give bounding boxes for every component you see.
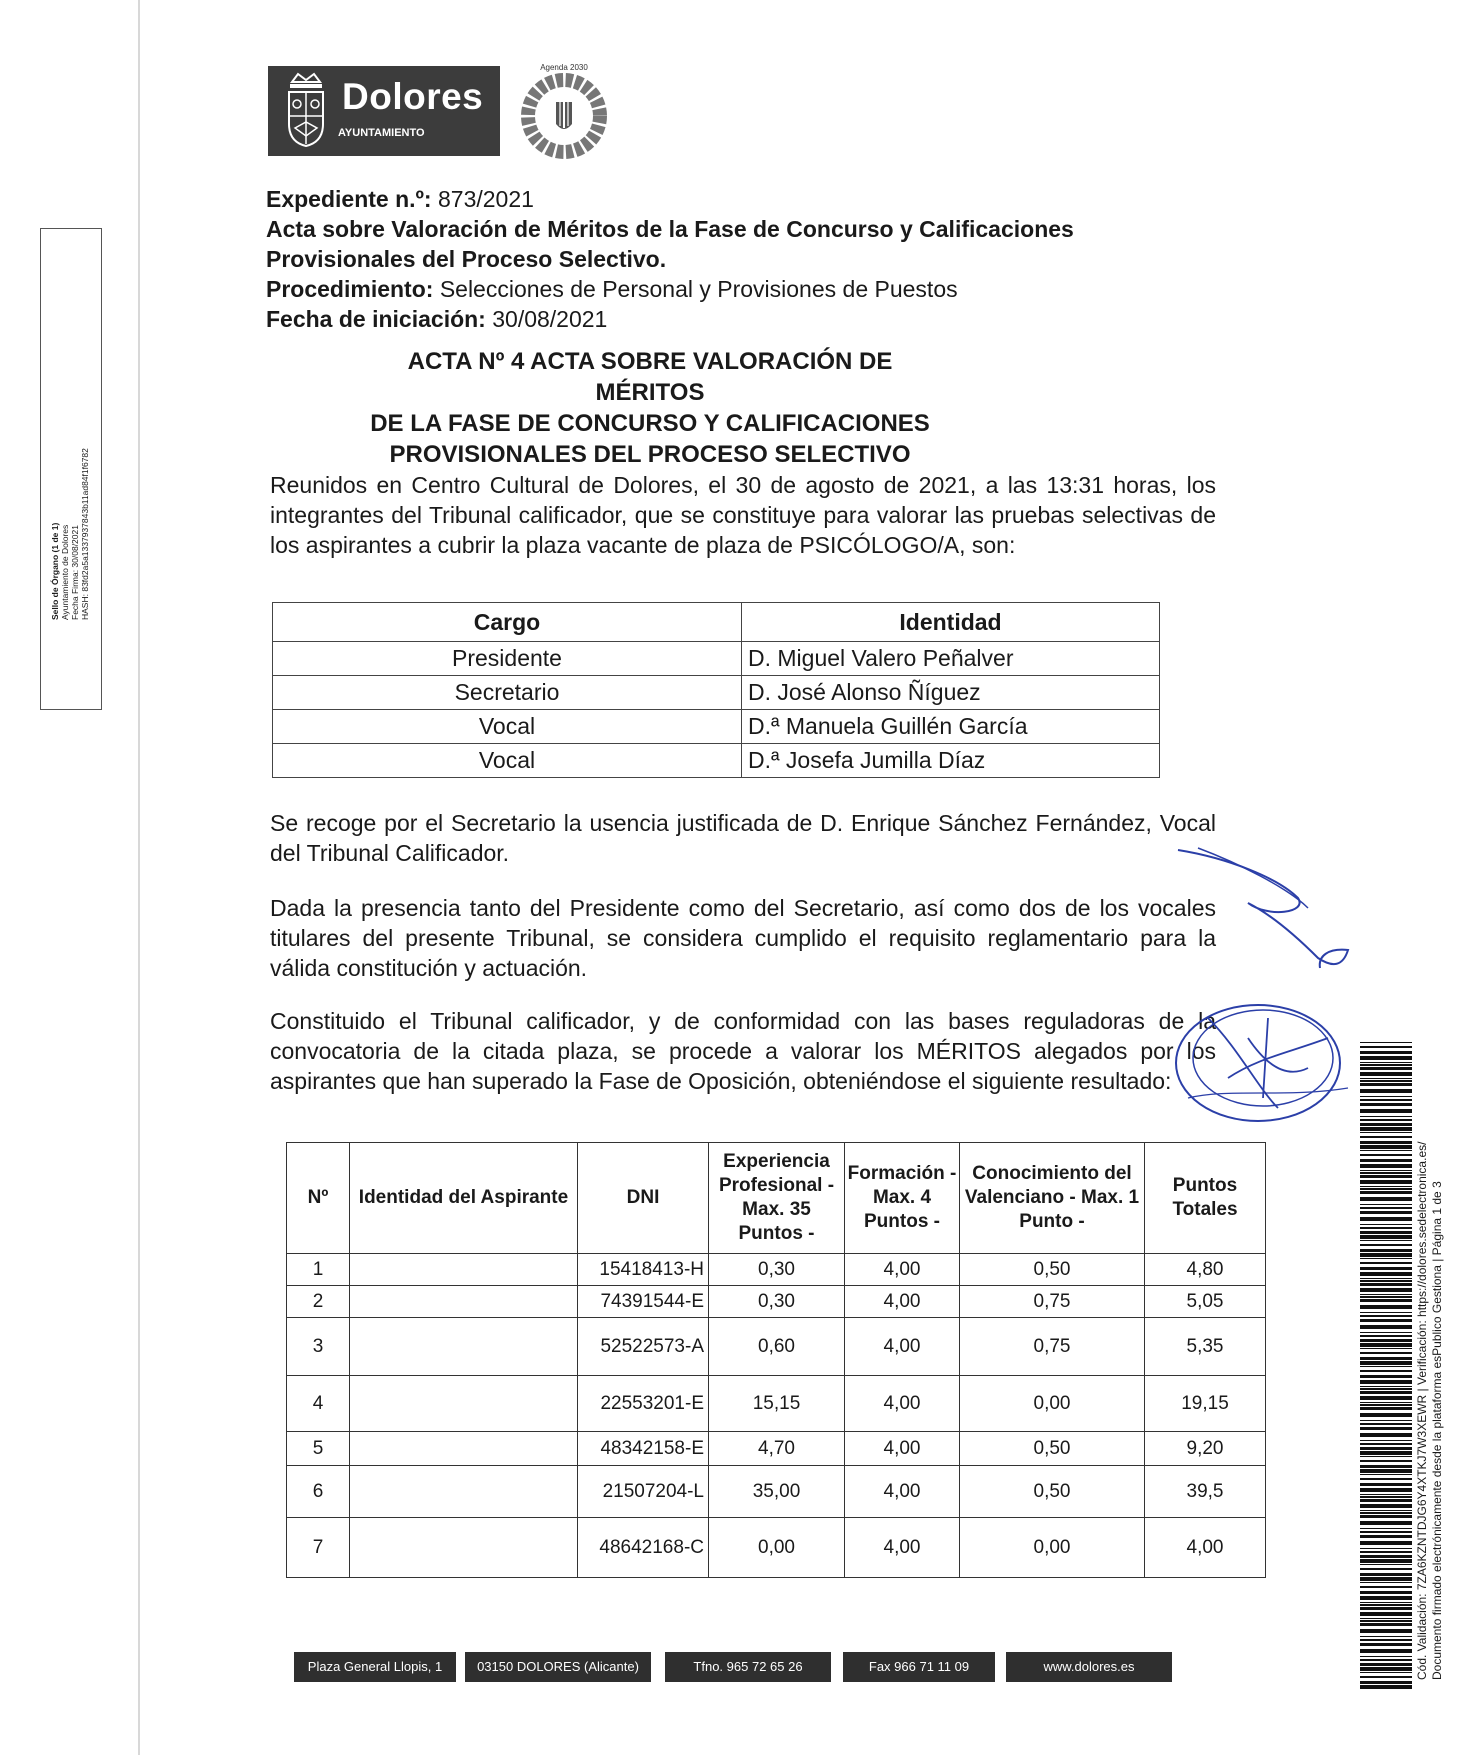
results-total: 4,80 (1145, 1254, 1266, 1286)
barcode-bar (1360, 1596, 1412, 1600)
barcode-bar (1360, 1296, 1412, 1298)
barcode-bar (1360, 1531, 1412, 1533)
barcode-bar (1360, 1278, 1412, 1279)
expediente-value: 873/2021 (437, 186, 534, 212)
tribunal-cargo: Secretario (273, 676, 742, 710)
results-n: 5 (287, 1432, 350, 1466)
tribunal-header-cargo: Cargo (273, 603, 742, 642)
barcode-bar (1360, 1510, 1412, 1511)
results-valenciano: 0,50 (960, 1254, 1145, 1286)
logo-subtitle: AYUNTAMIENTO (338, 127, 425, 139)
barcode-bar (1360, 1474, 1412, 1475)
results-formacion: 4,00 (845, 1286, 960, 1318)
barcode-bar (1360, 1103, 1412, 1106)
barcode-bar (1360, 1602, 1412, 1603)
barcode-bar (1360, 1551, 1412, 1553)
barcode-bar (1360, 1132, 1412, 1133)
barcode-bar (1360, 1423, 1412, 1425)
results-dni: 15418413-H (578, 1254, 709, 1286)
results-header-row (287, 1143, 1266, 1254)
barcode-bar (1360, 1623, 1412, 1626)
barcode-bar (1360, 1478, 1412, 1480)
barcode-bar (1360, 1386, 1412, 1387)
barcode-bar (1360, 1064, 1412, 1066)
barcode-bar (1360, 1159, 1412, 1162)
barcode-bar (1360, 1170, 1412, 1171)
results-total: 9,20 (1145, 1432, 1266, 1466)
results-valenciano: 0,00 (960, 1518, 1145, 1578)
tribunal-cargo: Vocal (273, 710, 742, 744)
results-experiencia: 35,00 (709, 1466, 845, 1518)
barcode-bar (1360, 1305, 1412, 1309)
results-identidad (350, 1518, 578, 1578)
barcode-bar (1360, 1240, 1412, 1241)
tribunal-cargo: Presidente (273, 642, 742, 676)
barcode-bar (1360, 1380, 1412, 1384)
verification-line-2: Documento firmado electrónicamente desde la plataforma esPublico Gestiona | Página 1 de 3 (1430, 1181, 1444, 1680)
fecha-value: 30/08/2021 (492, 306, 608, 332)
barcode-bar (1360, 1620, 1412, 1622)
barcode-bar (1360, 1643, 1412, 1646)
results-experiencia: 0,30 (709, 1286, 845, 1318)
results-total: 4,00 (1145, 1518, 1266, 1578)
barcode-bar (1360, 1180, 1412, 1184)
barcode-bar (1360, 1465, 1412, 1468)
results-header-dni: DNI (578, 1143, 709, 1254)
barcode-bar (1360, 1150, 1412, 1151)
constituido-paragraph: Constituido el Tribunal calificador, y de conformidad con las bases reguladoras de la convocatoria de la citada plaza, se procede a valorar los MÉRITOS alegados por los aspirantes que han superado la Fase de Oposición, obteniéndose el siguiente resultado: (270, 1008, 1216, 1094)
results-dni: 21507204-L (578, 1466, 709, 1518)
barcode-bar (1360, 1447, 1412, 1450)
barcode-bar (1360, 1366, 1412, 1367)
results-n: 4 (287, 1376, 350, 1432)
acta-title (266, 214, 1146, 274)
barcode-bar (1360, 1451, 1412, 1455)
results-experiencia: 15,15 (709, 1376, 845, 1432)
barcode-bar (1360, 1577, 1412, 1581)
results-formacion: 4,00 (845, 1376, 960, 1432)
tribunal-identidad: D. Miguel Valero Peñalver (742, 642, 1160, 676)
barcode-bar (1360, 1433, 1412, 1437)
results-row (287, 1318, 1266, 1376)
results-table (286, 1142, 1266, 1578)
barcode-bar (1360, 1339, 1412, 1342)
barcode-bar (1360, 1639, 1412, 1641)
stamp-line-3: Fecha Firma: 30/08/2021 (70, 525, 80, 620)
results-row (287, 1466, 1266, 1518)
barcode-bar (1360, 1067, 1412, 1070)
barcode-bar (1360, 1361, 1412, 1365)
barcode-bar (1360, 1175, 1412, 1178)
tribunal-row (273, 676, 1160, 710)
footer-address: Plaza General Llopis, 1 (294, 1652, 456, 1682)
barcode-bar (1360, 1258, 1412, 1259)
barcode-bar (1360, 1272, 1412, 1276)
barcode-bar (1360, 1325, 1412, 1329)
barcode-bar (1360, 1072, 1412, 1076)
barcode-bar (1360, 1649, 1412, 1653)
barcode-bar (1360, 1267, 1412, 1270)
barcode-bar (1360, 1116, 1412, 1117)
expediente-header (266, 184, 1146, 334)
results-experiencia: 0,00 (709, 1518, 845, 1578)
acta-title-text: Acta sobre Valoración de Méritos de la Fase de Concurso y Calificaciones Provisionales del Proceso Selectivo. (266, 216, 1074, 272)
barcode-bar (1360, 1521, 1412, 1525)
barcode-bar (1360, 1535, 1412, 1538)
results-header-valenciano: Conocimiento del Valenciano - Max. 1 Punto - (960, 1143, 1145, 1254)
results-valenciano: 0,50 (960, 1466, 1145, 1518)
barcode-bar (1360, 1586, 1412, 1588)
barcode-bar (1360, 1548, 1412, 1549)
agenda-2030-logo-icon (518, 60, 610, 160)
footer-city: 03150 DOLORES (Alicante) (465, 1652, 651, 1682)
results-formacion: 4,00 (845, 1254, 960, 1286)
barcode-bar (1360, 1299, 1412, 1302)
barcode-bar (1360, 1512, 1412, 1514)
barcode-bar (1360, 1402, 1412, 1403)
barcode-bar (1360, 1515, 1412, 1518)
barcode-bar (1360, 1283, 1412, 1286)
results-row (287, 1254, 1266, 1286)
results-header-experiencia: Experiencia Profesional - Max. 35 Puntos - (709, 1143, 845, 1254)
footer-web: www.dolores.es (1006, 1652, 1172, 1682)
barcode-bar (1360, 1469, 1412, 1473)
barcode-bar (1360, 1231, 1412, 1234)
results-dni: 52522573-A (578, 1318, 709, 1376)
intro-paragraph: Reunidos en Centro Cultural de Dolores, el 30 de agosto de 2021, a las 13:31 horas, los integrantes del Tribunal calificador, que se constituye para valorar las pruebas selectivas de los aspirantes a cubrir la plaza vacante de plaza de PSICÓLOGO/A, son: (270, 472, 1216, 558)
results-n: 1 (287, 1254, 350, 1286)
procedimiento-line (266, 274, 1146, 304)
expediente-label: Expediente n.º: (266, 186, 432, 212)
results-n: 3 (287, 1318, 350, 1376)
barcode-bar (1360, 1656, 1412, 1657)
fecha-label: Fecha de iniciación: (266, 306, 486, 332)
fecha-line (266, 304, 1146, 334)
barcode-bar (1360, 1062, 1412, 1063)
barcode-bar (1360, 1391, 1412, 1394)
title-line-2: DE LA FASE DE CONCURSO Y CALIFICACIONES (370, 410, 930, 437)
barcode-bar (1360, 1357, 1412, 1360)
barcode-bar (1360, 1051, 1412, 1054)
barcode-bar (1360, 1227, 1412, 1229)
barcode-bar (1360, 1096, 1412, 1097)
barcode-bar (1360, 1604, 1412, 1606)
barcode-bar (1360, 1280, 1412, 1282)
barcode-bar (1360, 1211, 1412, 1214)
barcode-bar (1360, 1288, 1412, 1292)
barcode-bar (1360, 1440, 1412, 1441)
barcode-bar (1360, 1119, 1412, 1121)
stamp-line-1: Sello de Órgano (1 de 1) (50, 522, 60, 620)
handwritten-signature-icon (1168, 838, 1358, 1128)
barcode-bar (1360, 1244, 1412, 1246)
tribunal-header-identidad: Identidad (742, 603, 1160, 642)
barcode-bar (1360, 1253, 1412, 1257)
barcode-bar (1360, 1564, 1412, 1565)
barcode-bar (1360, 1494, 1412, 1495)
barcode-bar (1360, 1629, 1412, 1633)
barcode-bar (1360, 1659, 1412, 1661)
barcode-bar (1360, 1582, 1412, 1583)
results-formacion: 4,00 (845, 1466, 960, 1518)
tribunal-header-row (273, 603, 1160, 642)
tribunal-identidad: D.ª Manuela Guillén García (742, 710, 1160, 744)
tribunal-row (273, 642, 1160, 676)
results-total: 5,35 (1145, 1318, 1266, 1376)
barcode-bar (1360, 1046, 1412, 1048)
barcode-bar (1360, 1332, 1412, 1333)
barcode-bar (1360, 1136, 1412, 1138)
tribunal-identidad: D.ª Josefa Jumilla Díaz (742, 744, 1160, 778)
results-identidad (350, 1432, 578, 1466)
barcode-bar (1360, 1504, 1412, 1508)
stamp-line-2: Ayuntamiento de Dolores (60, 524, 70, 620)
barcode-bar (1360, 1388, 1412, 1390)
barcode-bar (1360, 1083, 1412, 1086)
barcode-bar (1360, 1099, 1412, 1101)
results-experiencia: 0,60 (709, 1318, 845, 1376)
stamp-line-4: HASH: 83fd2a5a1337937843b11ad84f1f6782 (80, 448, 90, 620)
barcode-bar (1360, 1568, 1412, 1570)
barcode-bar (1360, 1078, 1412, 1079)
results-n: 6 (287, 1466, 350, 1518)
barcode-bar (1360, 1672, 1412, 1673)
results-identidad (350, 1318, 578, 1376)
barcode-icon (1360, 1042, 1412, 1692)
barcode-bar (1360, 1460, 1412, 1462)
presencia-paragraph: Dada la presencia tanto del Presidente como del Secretario, así como dos de los vocales titulares del presente Tribunal, se considera cumplido el requisito reglamentario para la válida constitución y actuación. (270, 895, 1216, 981)
barcode-bar (1360, 1456, 1412, 1457)
barcode-bar (1360, 1249, 1412, 1252)
barcode-bar (1360, 1294, 1412, 1295)
results-row (287, 1376, 1266, 1432)
tribunal-identidad: D. José Alonso Ñíguez (742, 676, 1160, 710)
barcode-bar (1360, 1080, 1412, 1082)
results-dni: 22553201-E (578, 1376, 709, 1432)
results-dni: 48342158-E (578, 1432, 709, 1466)
barcode-bar (1360, 1612, 1412, 1616)
verification-text (1415, 1040, 1445, 1680)
results-header-formacion: Formación - Max. 4 Puntos - (845, 1143, 960, 1254)
barcode-bar (1360, 1404, 1412, 1406)
results-dni: 48642168-C (578, 1518, 709, 1578)
results-valenciano: 0,50 (960, 1432, 1145, 1466)
results-total: 39,5 (1145, 1466, 1266, 1518)
barcode-bar (1360, 1573, 1412, 1576)
results-valenciano: 0,00 (960, 1376, 1145, 1432)
barcode-bar (1360, 1343, 1412, 1347)
results-dni: 74391544-E (578, 1286, 709, 1318)
barcode-bar (1360, 1528, 1412, 1529)
tribunal-row (273, 744, 1160, 778)
footer-phone: Tfno. 965 72 65 26 (665, 1652, 831, 1682)
barcode-bar (1360, 1681, 1412, 1684)
procedimiento-label: Procedimiento: (266, 276, 434, 302)
barcode-bar (1360, 1496, 1412, 1498)
barcode-bar (1360, 1042, 1412, 1043)
verification-line-1: Cód. Validación: 7ZA6KZNTDJG6Y4XTKJ7W3XEWR | Verificación: https://dolores.sedelectronica.es/ (1415, 1141, 1429, 1680)
results-header-identidad: Identidad del Aspirante (350, 1143, 578, 1254)
barcode-bar (1360, 1109, 1412, 1113)
barcode-bar (1360, 1663, 1412, 1666)
barcode-bar (1360, 1204, 1412, 1205)
barcode-bar (1360, 1559, 1412, 1563)
barcode-bar (1360, 1123, 1412, 1126)
barcode-bar (1360, 1172, 1412, 1174)
barcode-bar (1360, 1499, 1412, 1502)
barcode-bar (1360, 1207, 1412, 1209)
barcode-bar (1360, 1056, 1412, 1060)
barcode-bar (1360, 1667, 1412, 1671)
procedimiento-value: Selecciones de Personal y Provisiones de Puestos (439, 276, 958, 302)
barcode-bar (1360, 1352, 1412, 1354)
barcode-bar (1360, 1541, 1412, 1545)
signature-stamp-text (50, 320, 90, 620)
barcode-bar (1360, 1154, 1412, 1156)
barcode-bar (1360, 1089, 1412, 1093)
results-row (287, 1432, 1266, 1466)
expediente-line (266, 184, 1146, 214)
barcode-bar (1360, 1217, 1412, 1221)
document-title (360, 346, 940, 470)
barcode-bar (1360, 1319, 1412, 1322)
barcode-bar (1360, 1636, 1412, 1637)
agenda-2030-logo-text: Agenda 2030 (540, 63, 588, 72)
page-edge-line (138, 0, 140, 1755)
results-experiencia: 0,30 (709, 1254, 845, 1286)
dolores-logo (268, 66, 500, 156)
results-experiencia: 4,70 (709, 1432, 845, 1466)
results-valenciano: 0,75 (960, 1286, 1145, 1318)
barcode-bar (1360, 1676, 1412, 1678)
barcode-bar (1360, 1488, 1412, 1492)
results-total: 5,05 (1145, 1286, 1266, 1318)
tribunal-row (273, 710, 1160, 744)
results-row (287, 1518, 1266, 1578)
barcode-bar (1360, 1396, 1412, 1400)
barcode-bar (1360, 1348, 1412, 1349)
barcode-bar (1360, 1335, 1412, 1337)
tribunal-table (272, 602, 1160, 778)
results-identidad (350, 1254, 578, 1286)
barcode-bar (1360, 1618, 1412, 1619)
barcode-bar (1360, 1191, 1412, 1194)
barcode-bar (1360, 1483, 1412, 1486)
results-header-n: Nº (287, 1143, 350, 1254)
barcode-bar (1360, 1312, 1412, 1313)
footer-fax: Fax 966 71 11 09 (843, 1652, 995, 1682)
title-line-1: ACTA Nº 4 ACTA SOBRE VALORACIÓN DE MÉRITOS (407, 348, 893, 406)
tribunal-cargo: Vocal (273, 744, 742, 778)
barcode-bar (1360, 1370, 1412, 1372)
barcode-bar (1360, 1443, 1412, 1445)
barcode-bar (1360, 1186, 1412, 1187)
barcode-bar (1360, 1555, 1412, 1558)
title-line-3: PROVISIONALES DEL PROCESO SELECTIVO (389, 441, 911, 468)
barcode-bar (1360, 1235, 1412, 1239)
barcode-bar (1360, 1427, 1412, 1430)
barcode-bar (1360, 1315, 1412, 1317)
barcode-bar (1360, 1164, 1412, 1168)
results-n: 2 (287, 1286, 350, 1318)
barcode-bar (1360, 1188, 1412, 1190)
results-identidad (350, 1466, 578, 1518)
results-identidad (350, 1286, 578, 1318)
results-formacion: 4,00 (845, 1318, 960, 1376)
barcode-bar (1360, 1224, 1412, 1225)
barcode-bar (1360, 1375, 1412, 1378)
barcode-bar (1360, 1420, 1412, 1421)
results-total: 19,15 (1145, 1376, 1266, 1432)
barcode-bar (1360, 1127, 1412, 1131)
barcode-bar (1360, 1262, 1412, 1264)
results-header-total: Puntos Totales (1145, 1143, 1266, 1254)
barcode-bar (1360, 1407, 1412, 1410)
barcode-bar (1360, 1607, 1412, 1610)
ausencia-paragraph: Se recoge por el Secretario la usencia justificada de D. Enrique Sánchez Fernández, Vocal del Tribunal Calificador. (270, 810, 1216, 866)
results-identidad (350, 1376, 578, 1432)
results-row (287, 1286, 1266, 1318)
barcode-bar (1360, 1413, 1412, 1417)
logo-name: Dolores (342, 76, 484, 117)
results-formacion: 4,00 (845, 1432, 960, 1466)
barcode-bar (1360, 1685, 1412, 1689)
coat-of-arms-icon (284, 72, 328, 148)
barcode-bar (1360, 1197, 1412, 1201)
results-valenciano: 0,75 (960, 1318, 1145, 1376)
barcode-bar (1360, 1141, 1412, 1144)
barcode-bar (1360, 1145, 1412, 1149)
results-formacion: 4,00 (845, 1518, 960, 1578)
results-n: 7 (287, 1518, 350, 1578)
barcode-bar (1360, 1591, 1412, 1594)
